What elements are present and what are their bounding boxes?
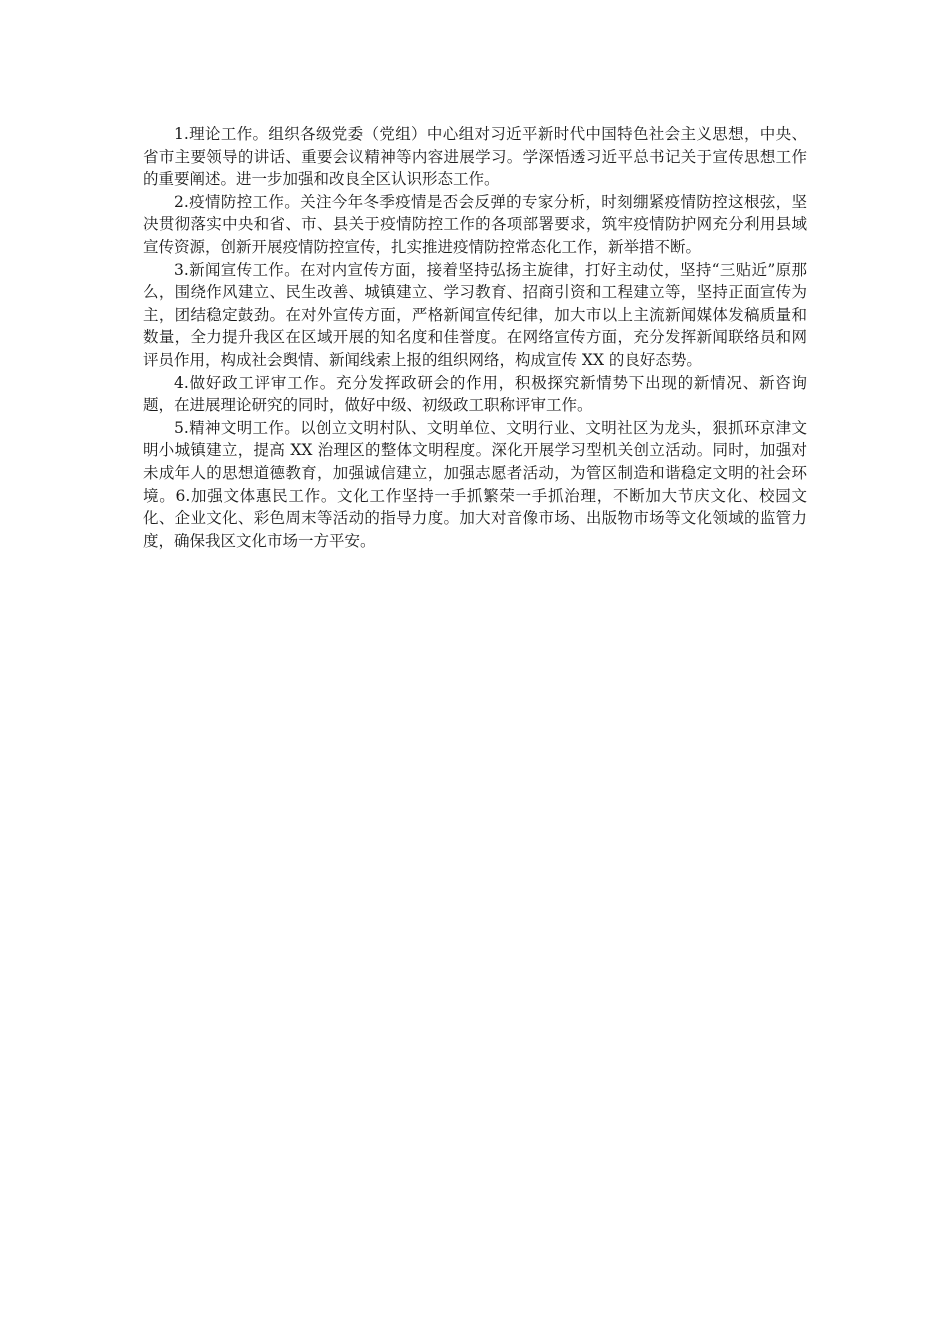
document-body <box>143 123 807 552</box>
paragraph-epidemic-prevention: 2.疫情防控工作。关注今年冬季疫情是否会反弹的专家分析，时刻绷紧疫情防控这根弦，坚决贯彻落实中央和省、市、县关于疫情防控工作的各项部署要求，筑牢疫情防护网充分利用县域宣传资源，创新开展疫情防控宣传，扎实推进疫情防控常态化工作，新举措不断。 <box>143 192 807 256</box>
paragraph-theory-work: 1.理论工作。组织各级党委（党组）中心组对习近平新时代中国特色社会主义思想，中央、省市主要领导的讲话、重要会议精神等内容进展学习。学深悟透习近平总书记关于宣传思想工作的重要阐述。进一步加强和改良全区认识形态工作。 <box>143 125 807 189</box>
paragraph-political-evaluation: 4.做好政工评审工作。充分发挥政研会的作用，积极探究新情势下出现的新情况、新咨询题，在进展理论研究的同时，做好中级、初级政工职称评审工作。 <box>143 373 807 415</box>
paragraph-news-publicity: 3.新闻宣传工作。在对内宣传方面，接着坚持弘扬主旋律，打好主动仗，坚持“三贴近”原那么，围绕作风建立、民生改善、城镇建立、学习教育、招商引资和工程建立等，坚持正面宣传为主，团结稳定鼓劲。在对外宣传方面，严格新闻宣传纪律，加大市以上主流新闻媒体发稿质量和数量，全力提升我区在区域开展的知名度和佳誉度。在网络宣传方面，充分发挥新闻联络员和网评员作用，构成社会舆情、新闻线索上报的组织网络，构成宣传 XX 的良好态势。 <box>143 260 807 369</box>
paragraph-spiritual-civilization: 5.精神文明工作。以创立文明村队、文明单位、文明行业、文明社区为龙头，狠抓环京津文明小城镇建立，提高 XX 治理区的整体文明程度。深化开展学习型机关创立活动。同时，加强对未成年人的思想道德教育，加强诚信建立，加强志愿者活动，为管区制造和谐稳定文明的社会环境。6.加强文体惠民工作。文化工作坚持一手抓繁荣一手抓治理，不断加大节庆文化、校园文化、企业文化、彩色周末等活动的指导力度。加大对音像市场、出版物市场等文化领域的监管力度，确保我区文化市场一方平安。 <box>143 418 807 550</box>
